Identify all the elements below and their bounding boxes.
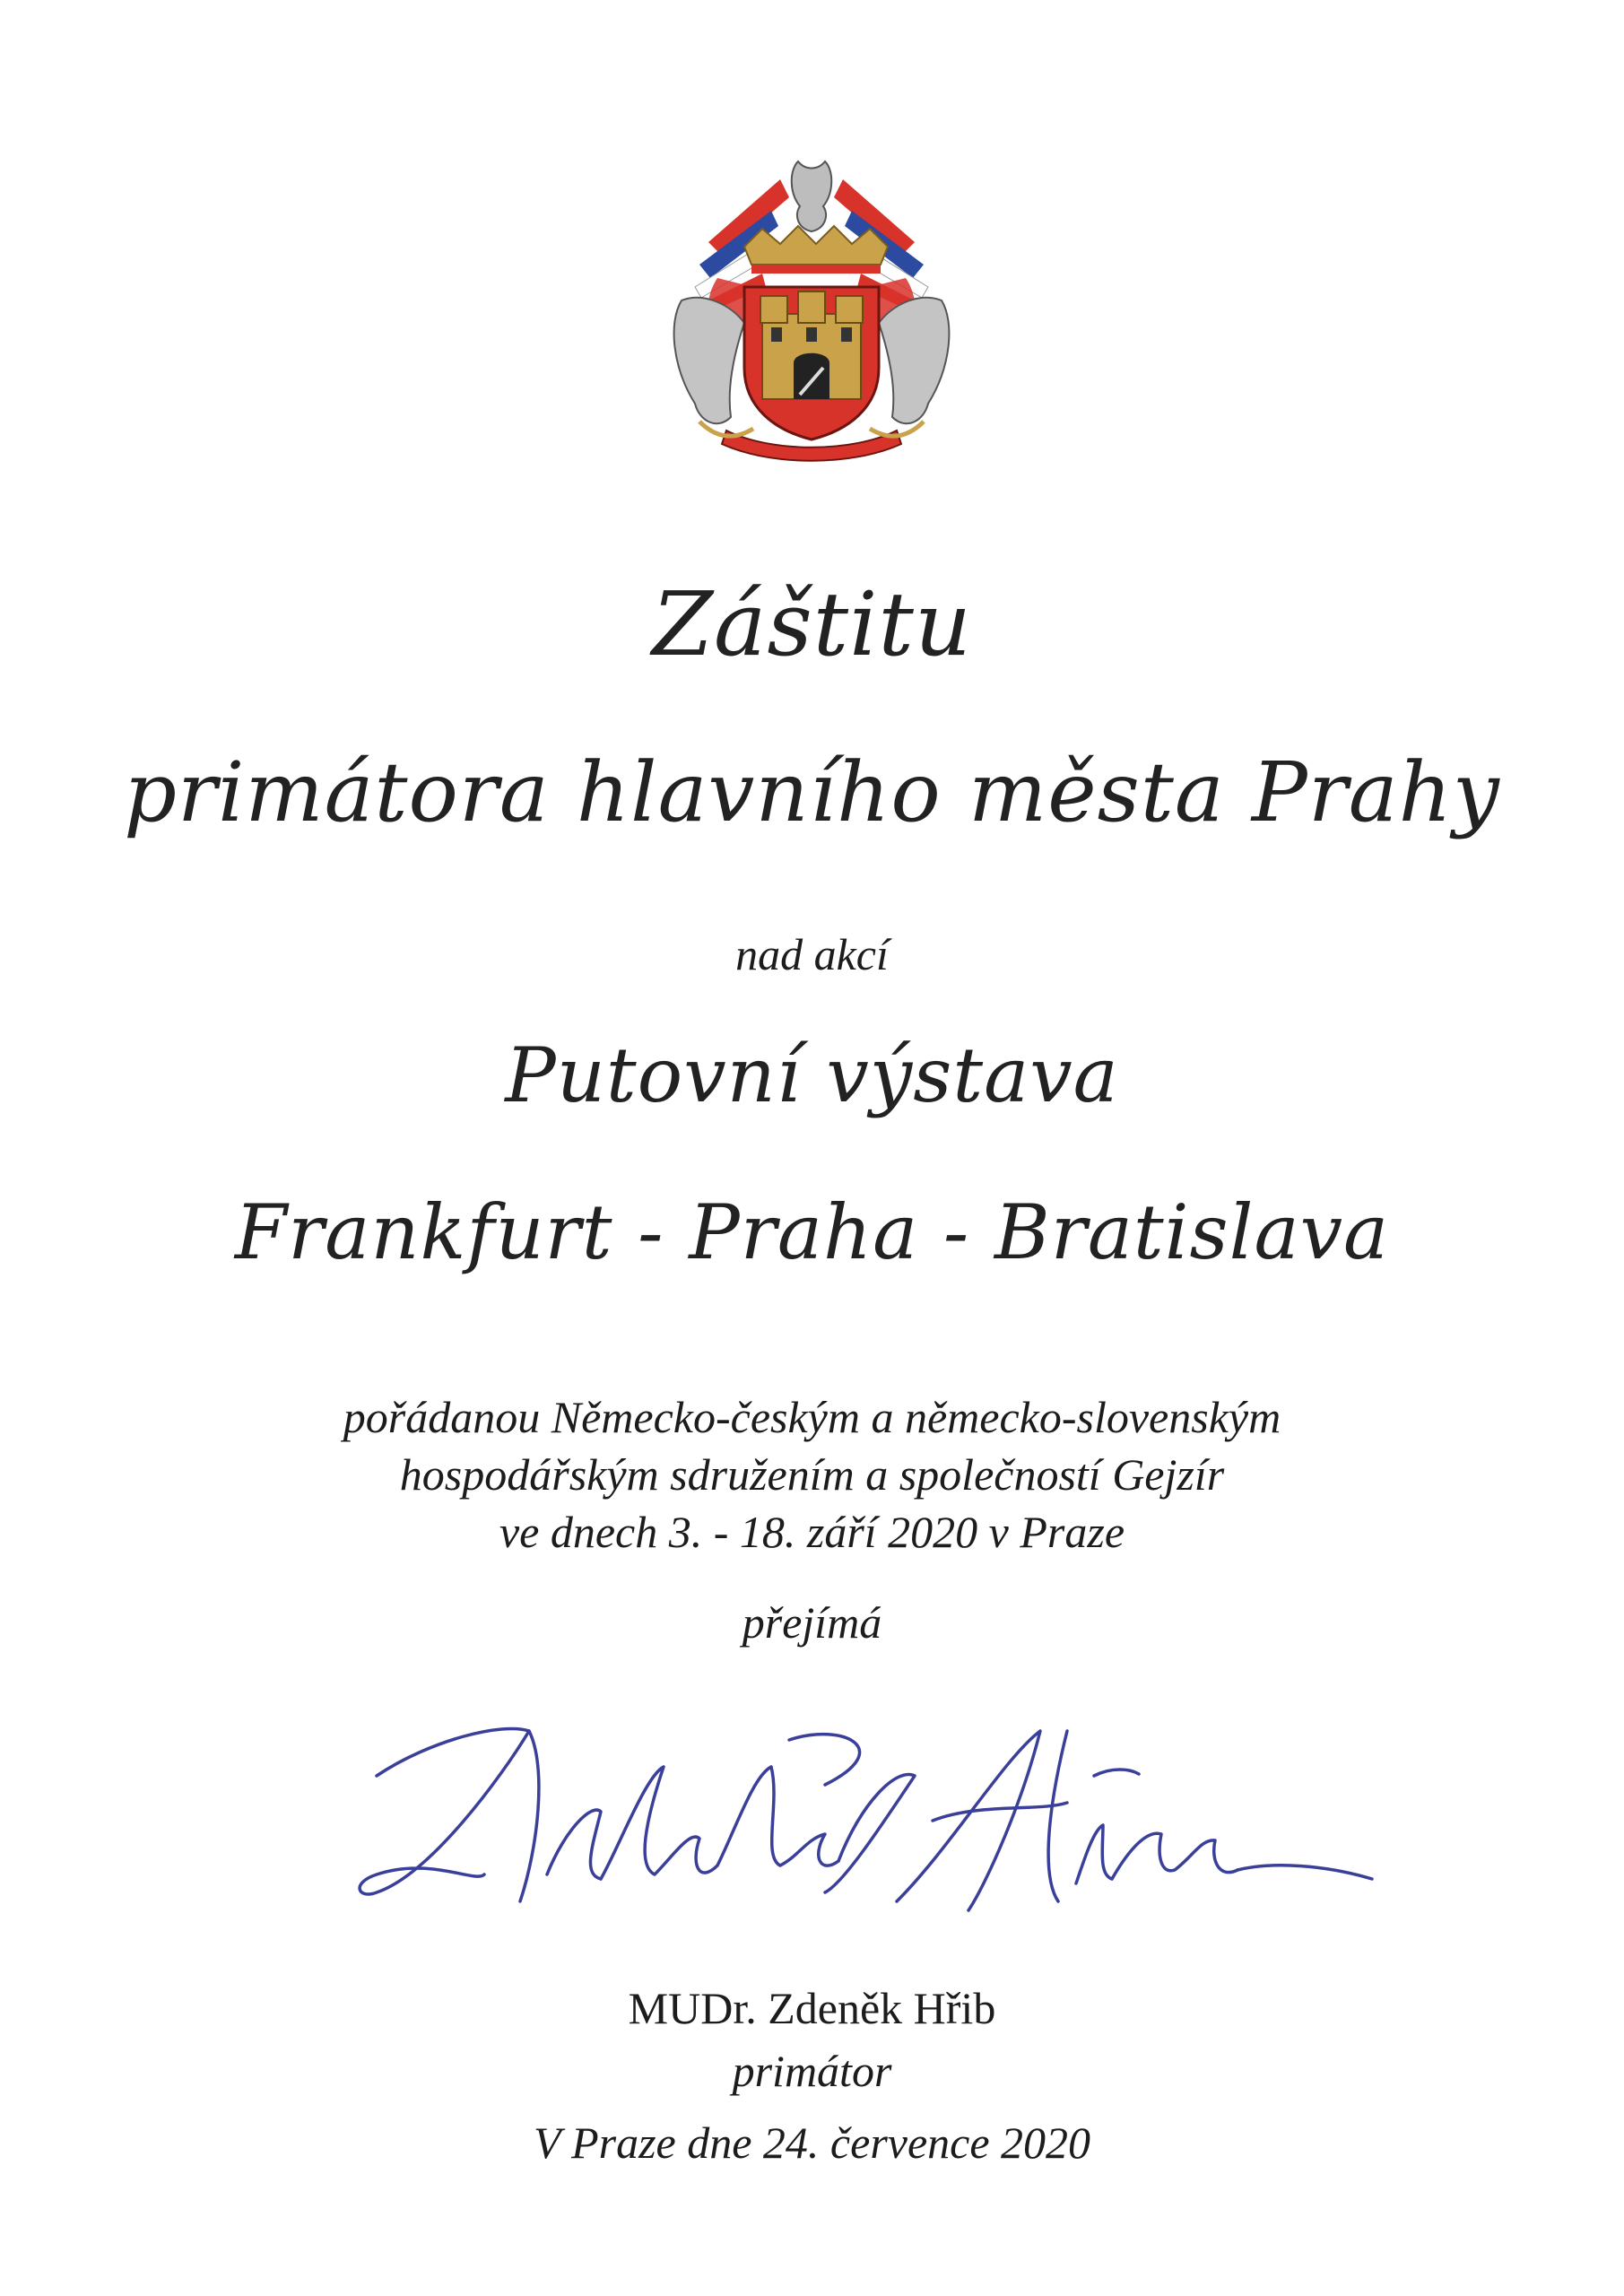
details-line2: hospodářským sdružením a společností Gejzír bbox=[399, 1449, 1225, 1500]
details-line1: pořádanou Německo-českým a německo-slovenským bbox=[343, 1392, 1281, 1442]
certificate-title: Záštitu bbox=[651, 574, 973, 676]
intro-text: nad akcí bbox=[735, 929, 889, 979]
place-and-date: V Praze dne 24. července 2020 bbox=[533, 2118, 1091, 2168]
details-line3: ve dnech 3. - 18. září 2020 v Praze bbox=[499, 1507, 1125, 1557]
signatory-role: primátor bbox=[732, 2046, 892, 2096]
shield-icon bbox=[744, 287, 879, 439]
event-name-line2: Frankfurt - Praha - Bratislava bbox=[234, 1188, 1390, 1276]
prague-coat-of-arms-icon bbox=[646, 144, 977, 466]
certificate-subtitle: primátora hlavního města Prahy bbox=[124, 744, 1500, 840]
accepts-text: přejímá bbox=[742, 1597, 882, 1648]
signature-icon bbox=[323, 1668, 1399, 1955]
signatory-name: MUDr. Zdeněk Hřib bbox=[628, 1983, 996, 2033]
event-name-line1: Putovní výstava bbox=[505, 1031, 1119, 1119]
crowns-icon bbox=[744, 226, 888, 274]
crest-lion-icon bbox=[792, 161, 832, 231]
